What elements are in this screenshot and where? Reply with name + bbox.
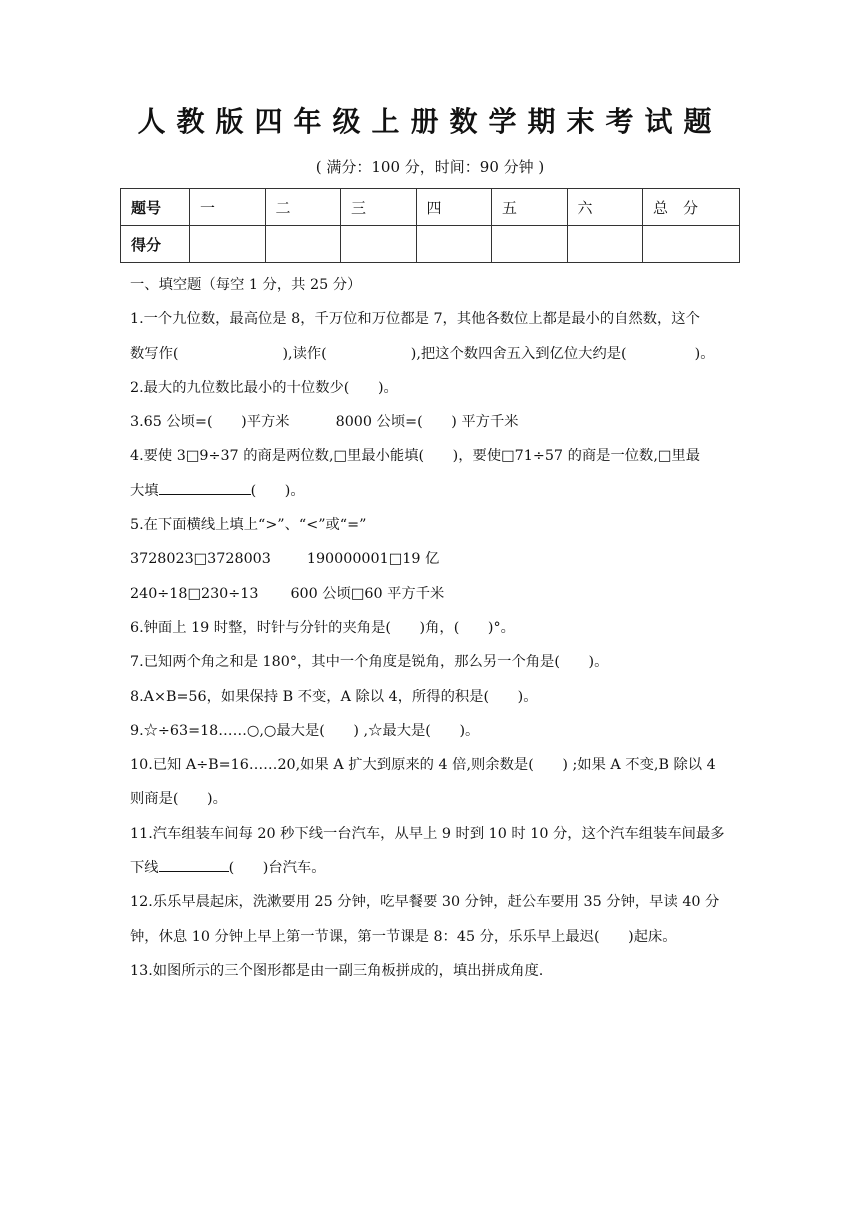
score-table-header-row — [121, 189, 740, 226]
question-5-row-1 — [130, 542, 735, 576]
q1-text: 数写作( — [130, 345, 179, 362]
q1-text: )。 — [694, 345, 715, 362]
question-2: 2.最大的九位数比最小的十位数少( )。 — [130, 379, 398, 396]
question-8: 8.A×B=56，如果保持 B 不变，A 除以 4，所得的积是( )。 — [130, 688, 538, 705]
q5-compare-a: 3728023□3728003 — [130, 551, 271, 568]
section-heading: 一、填空题（每空 1 分，共 25 分） — [130, 277, 362, 293]
answer-underline — [159, 857, 229, 872]
question-5: 5.在下面横线上填上“>”、“<”或“=” — [130, 517, 367, 534]
column-header: 三 — [341, 189, 417, 226]
question-12-line-2: 钟，休息 10 分钟上早上第一节课，第一节课是 8：45 分，乐乐早上最迟( )起床。 — [130, 928, 677, 945]
score-table-score-row — [121, 226, 740, 263]
q1-text: ),读作( — [282, 345, 327, 362]
question-10-line-1: 10.已知 A÷B=16……20,如果 A 扩大到原来的 4 倍,则余数是( ) ;如果 A 不变,B 除以 4 — [130, 757, 716, 774]
question-13: 13.如图所示的三个图形都是由一副三角板拼成的，填出拼成角度. — [130, 962, 544, 979]
column-header: 二 — [265, 189, 341, 226]
q3-part-a: 3.65 公顷=( )平方米 — [130, 414, 290, 431]
fill-in-section — [130, 268, 735, 988]
q4-text: 大填 — [130, 482, 159, 499]
q11-text: ( )台汽车。 — [228, 860, 326, 877]
column-header: 六 — [567, 189, 643, 226]
score-label: 得分 — [121, 226, 190, 263]
question-7: 7.已知两个角之和是 180°，其中一个角度是锐角，那么另一个角是( )。 — [130, 654, 609, 671]
question-4-line-1: 4.要使 3□9÷37 的商是两位数,□里最小能填( )，要使□71÷57 的商是一位数,□里最 — [130, 448, 700, 465]
score-cell — [190, 226, 266, 263]
score-cell — [265, 226, 341, 263]
q5-compare-b: 190000001□19 亿 — [306, 551, 440, 568]
score-cell — [416, 226, 492, 263]
score-table — [120, 188, 740, 263]
answer-underline — [159, 480, 251, 495]
question-12-line-1: 12.乐乐早晨起床，洗漱要用 25 分钟，吃早餐要 30 分钟，赶公车要用 35 分钟，早读 40 分 — [130, 894, 720, 911]
question-11-line-2 — [130, 851, 735, 885]
question-10-line-2: 则商是( )。 — [130, 791, 227, 808]
q5-compare-d: 600 公顷□60 平方千米 — [290, 585, 445, 602]
question-1-line-2 — [130, 337, 735, 371]
question-4-line-2 — [130, 474, 735, 508]
question-number-label: 题号 — [121, 189, 190, 226]
question-11-line-1: 11.汽车组装车间每 20 秒下线一台汽车，从早上 9 时到 10 时 10 分，这个汽车组装车间最多 — [130, 825, 725, 842]
question-9: 9.☆÷63=18……○,○最大是( ) ,☆最大是( )。 — [130, 722, 480, 739]
column-header: 五 — [492, 189, 568, 226]
column-header: 总 分 — [643, 189, 740, 226]
q11-text: 下线 — [130, 860, 159, 877]
score-cell — [567, 226, 643, 263]
q4-text: ( )。 — [250, 482, 305, 499]
question-6: 6.钟面上 19 时整，时针与分针的夹角是( )角，( )°。 — [130, 619, 515, 636]
question-1-line-1: 1.一个九位数，最高位是 8，千万位和万位都是 7，其他各数位上都是最小的自然数，这个 — [130, 311, 700, 328]
column-header: 四 — [416, 189, 492, 226]
q5-compare-c: 240÷18□230÷13 — [130, 585, 259, 602]
score-cell — [492, 226, 568, 263]
score-cell — [643, 226, 740, 263]
exam-info: ( 满分：100 分，时间：90 分钟 ) — [315, 158, 545, 176]
page-title: 人教版四年级上册数学期末考试题 — [137, 105, 723, 138]
q3-part-b: 8000 公顷=( ) 平方千米 — [335, 414, 519, 431]
column-header: 一 — [190, 189, 266, 226]
question-5-row-2 — [130, 577, 735, 611]
question-3 — [130, 405, 735, 439]
score-cell — [341, 226, 417, 263]
q1-text: ),把这个数四舍五入到亿位大约是( — [410, 345, 627, 362]
